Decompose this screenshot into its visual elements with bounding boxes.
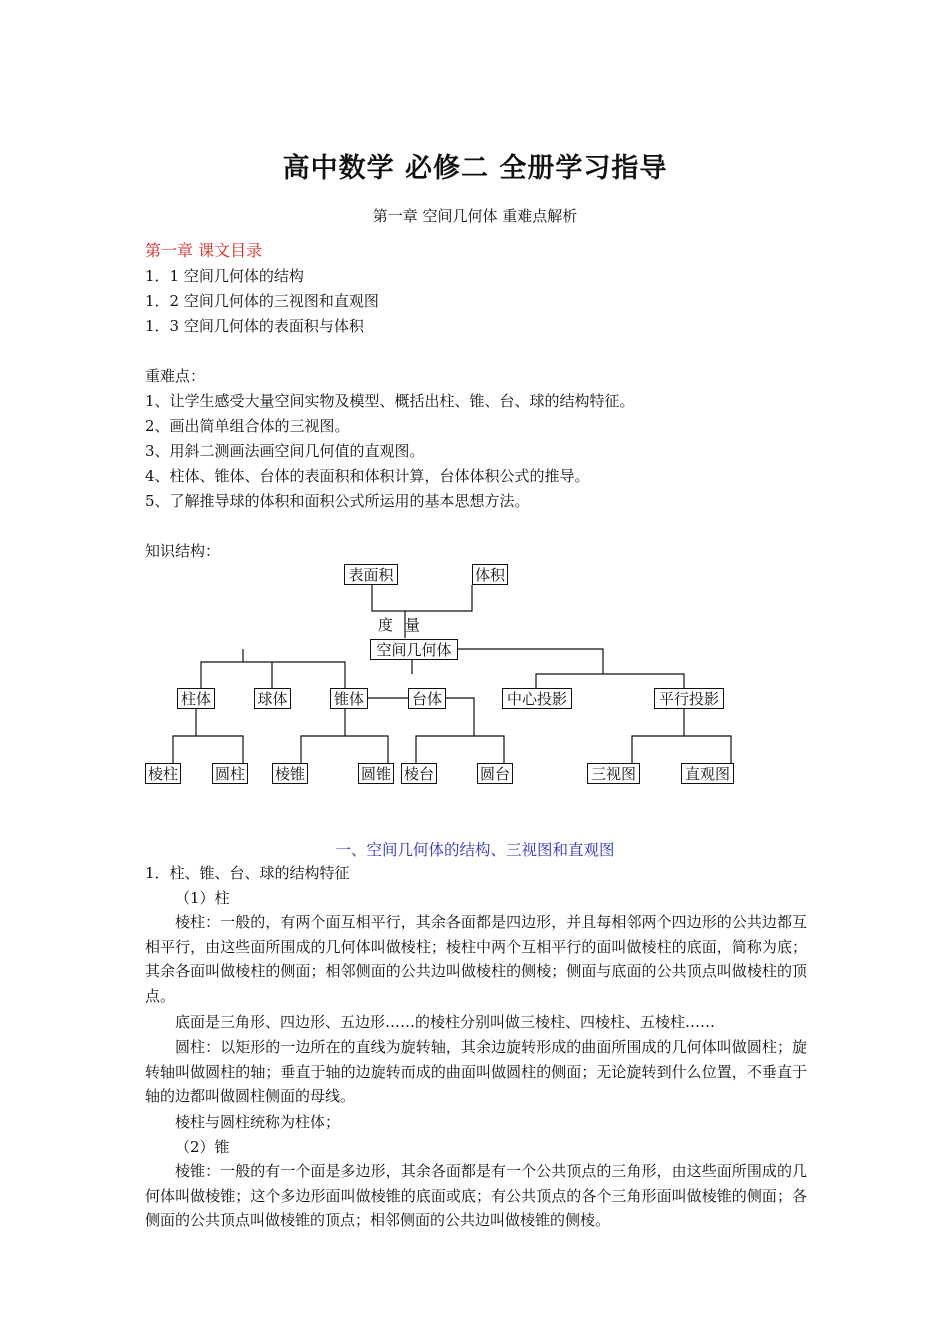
page-subtitle: 第一章 空间几何体 重难点解析 (372, 207, 578, 225)
node-cylinder: 圆柱 (212, 763, 248, 784)
key-point-item: 4、柱体、锥体、台体的表面积和体积计算，台体体积公式的推导。 (145, 467, 590, 485)
subsection-heading: 1．柱、锥、台、球的结构特征 (145, 864, 350, 882)
diagram-heading: 知识结构： (145, 542, 221, 560)
node-parallel-projection: 平行投影 (654, 688, 724, 709)
section-heading: 一、空间几何体的结构、三视图和直观图 (335, 841, 615, 859)
node-spatial-solid: 空间几何体 (370, 639, 458, 660)
node-pyramid: 棱锥 (272, 763, 308, 784)
paragraph-base-types: 底面是三角形、四边形、五边形……的棱柱分别叫做三棱柱、四棱柱、五棱柱…… (175, 1013, 716, 1031)
key-point-item: 3、用斜二测画法画空间几何值的直观图。 (145, 442, 425, 460)
node-central-projection: 中心投影 (502, 688, 572, 709)
node-prism-frustum: 棱台 (401, 763, 437, 784)
paragraph-pyramid: 棱锥：一般的有一个面是多边形，其余各面都是有一个公共顶点的三角形，由这些面所围成的几何体叫做棱锥；这个多边形面叫做棱锥的底面或底；有公共顶点的各个三角形面叫做棱锥的侧面；各侧面的公共顶点叫做棱锥的顶点；相邻侧面的公共边叫做棱锥的侧棱。 (145, 1162, 807, 1230)
paragraph-prism-body: 棱柱与圆柱统称为柱体； (175, 1113, 341, 1131)
subsection-heading: （1）柱 (175, 889, 230, 907)
node-surface-area: 表面积 (344, 564, 398, 585)
page-title: 高中数学 必修二 全册学习指导 (282, 153, 668, 184)
key-point-item: 1、让学生感受大量空间实物及模型、概括出柱、锥、台、球的结构特征。 (145, 392, 635, 410)
node-pyramid-body: 锥体 (330, 688, 368, 709)
label-measure-b: 量 (405, 616, 421, 634)
label-measure-a: 度 (378, 616, 394, 634)
key-point-item: 5、了解推导球的体积和面积公式所运用的基本思想方法。 (145, 492, 530, 510)
node-three-views: 三视图 (587, 763, 640, 784)
paragraph-cylinder: 圆柱：以矩形的一边所在的直线为旋转轴，其余边旋转形成的曲面所围成的几何体叫做圆柱；旋转轴叫做圆柱的轴；垂直于轴的边旋转而成的曲面叫做圆柱的侧面；无论旋转到什么位置，不垂直于轴的边都叫做圆柱侧面的母线。 (145, 1038, 807, 1106)
toc-item: 1．3 空间几何体的表面积与体积 (145, 317, 364, 335)
toc-item: 1．2 空间几何体的三视图和直观图 (145, 292, 379, 310)
node-cone-frustum: 圆台 (477, 763, 513, 784)
node-sphere-body: 球体 (254, 688, 291, 709)
node-frustum-body: 台体 (408, 688, 446, 709)
node-cone: 圆锥 (358, 763, 394, 784)
key-points-heading: 重难点： (145, 367, 206, 385)
subsection-heading: （2）锥 (175, 1138, 230, 1156)
node-volume: 体积 (472, 564, 508, 585)
toc-heading: 第一章 课文目录 (145, 241, 263, 260)
node-intuitive-view: 直观图 (681, 763, 734, 784)
key-point-item: 2、画出简单组合体的三视图。 (145, 417, 350, 435)
paragraph-prism: 棱柱：一般的，有两个面互相平行，其余各面都是四边形，并且每相邻两个四边形的公共边都互相平行，由这些面所围成的几何体叫做棱柱；棱柱中两个互相平行的面叫做棱柱的底面，简称为底；其余各面叫做棱柱的侧面；相邻侧面的公共边叫做棱柱的侧棱；侧面与底面的公共顶点叫做棱柱的顶点。 (145, 913, 807, 1006)
node-prism-body: 柱体 (177, 688, 215, 709)
node-prism: 棱柱 (145, 763, 181, 784)
toc-item: 1．1 空间几何体的结构 (145, 267, 304, 285)
